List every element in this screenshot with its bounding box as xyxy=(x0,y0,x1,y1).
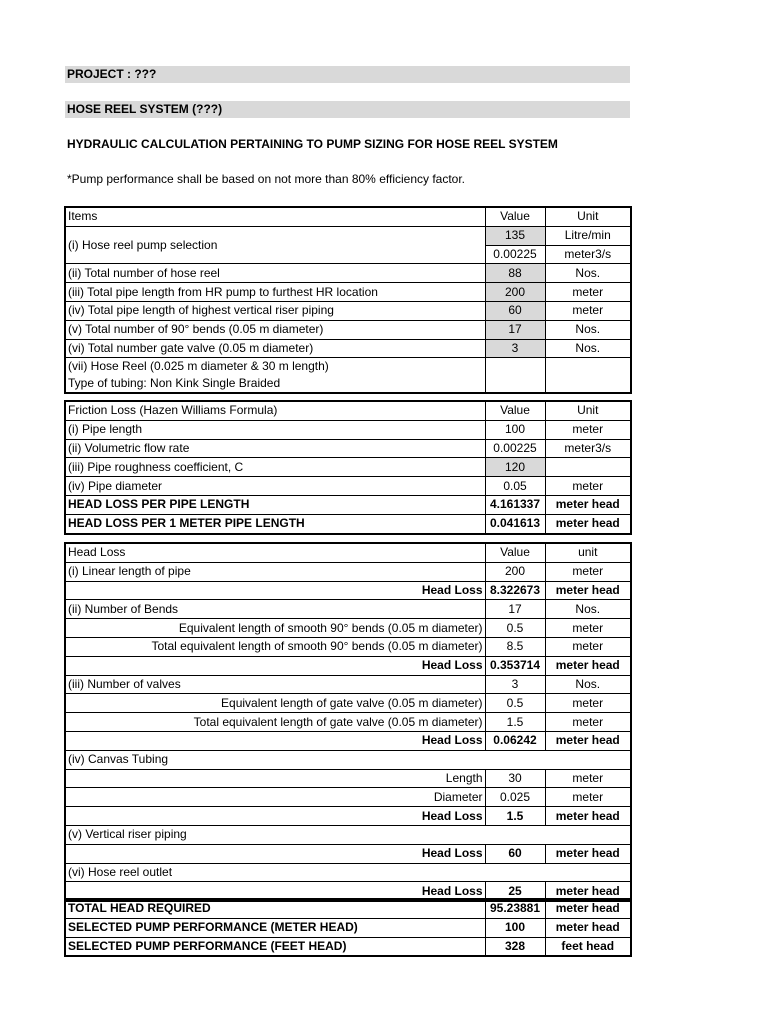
pipe-length-unit: meter xyxy=(545,283,631,302)
canvas-head-loss-value: 1.5 xyxy=(485,807,545,826)
unit-header: Unit xyxy=(545,207,631,226)
pipe-diameter-label: (iv) Pipe diameter xyxy=(65,477,485,496)
table-row xyxy=(65,283,631,302)
table-row xyxy=(65,899,631,918)
table-row xyxy=(65,656,631,675)
canvas-length-unit: meter xyxy=(545,769,631,788)
head-loss-pipe-length-label: HEAD LOSS PER PIPE LENGTH xyxy=(65,495,485,514)
flow-rate-unit: meter3/s xyxy=(545,439,631,458)
total-head-label: TOTAL HEAD REQUIRED xyxy=(65,899,485,918)
flow-rate-value: 0.00225 xyxy=(485,439,545,458)
roughness-value: 120 xyxy=(485,458,545,477)
riser-head-loss-value: 60 xyxy=(485,844,545,863)
items-header: Items xyxy=(65,207,485,226)
gate-valve-count-value: 3 xyxy=(485,339,545,358)
table-row xyxy=(65,863,631,882)
table-row xyxy=(65,675,631,694)
table-row xyxy=(65,543,631,562)
outlet-head-loss-unit: meter head xyxy=(545,882,631,901)
table-row xyxy=(65,788,631,807)
pump-meter-head-label: SELECTED PUMP PERFORMANCE (METER HEAD) xyxy=(65,918,485,937)
hose-reel-spec-label xyxy=(65,358,485,394)
table-row xyxy=(65,581,631,600)
canvas-diameter-unit: meter xyxy=(545,788,631,807)
pipe-length-value: 100 xyxy=(485,420,545,439)
linear-head-loss-label: Head Loss xyxy=(65,581,485,600)
items-table xyxy=(64,206,632,394)
bends-label: (ii) Number of Bends xyxy=(65,600,485,619)
table-row xyxy=(65,713,631,732)
riser-head-loss-label: Head Loss xyxy=(65,844,485,863)
valves-total-value: 1.5 xyxy=(485,713,545,732)
bends-count-label: (v) Total number of 90° bends (0.05 m diameter) xyxy=(65,320,485,339)
table-row xyxy=(65,694,631,713)
table-row xyxy=(65,401,631,420)
pipe-length-label: (iii) Total pipe length from HR pump to furthest HR location xyxy=(65,283,485,302)
table-row xyxy=(65,769,631,788)
table-row xyxy=(65,825,631,844)
valves-equivalent-unit: meter xyxy=(545,694,631,713)
value-header: Value xyxy=(485,207,545,226)
canvas-diameter-label: Diameter xyxy=(65,788,485,807)
calculation-title: HYDRAULIC CALCULATION PERTAINING TO PUMP SIZING FOR HOSE REEL SYSTEM xyxy=(67,137,558,151)
linear-length-unit: meter xyxy=(545,562,631,581)
valves-total-label: Total equivalent length of gate valve (0.05 m diameter) xyxy=(65,713,485,732)
riser-label: (v) Vertical riser piping xyxy=(65,825,631,844)
table-row xyxy=(65,619,631,638)
bends-equivalent-unit: meter xyxy=(545,619,631,638)
pipe-diameter-unit: meter xyxy=(545,477,631,496)
pump-meter-head-value: 100 xyxy=(485,918,545,937)
outlet-head-loss-value: 25 xyxy=(485,882,545,901)
pump-selection-label: (i) Hose reel pump selection xyxy=(65,226,485,264)
linear-length-label: (i) Linear length of pipe xyxy=(65,562,485,581)
head-loss-pipe-length-value: 4.161337 xyxy=(485,495,545,514)
head-loss-pipe-length-unit: meter head xyxy=(545,495,631,514)
valves-value: 3 xyxy=(485,675,545,694)
friction-loss-table xyxy=(64,400,632,535)
canvas-head-loss-label: Head Loss xyxy=(65,807,485,826)
table-row xyxy=(65,600,631,619)
flow-rate-label: (ii) Volumetric flow rate xyxy=(65,439,485,458)
roughness-label: (iii) Pipe roughness coefficient, C xyxy=(65,458,485,477)
hose-reel-spec-value xyxy=(485,358,545,394)
bends-total-value: 8.5 xyxy=(485,637,545,656)
hose-reel-count-unit: Nos. xyxy=(545,264,631,283)
flow-m3s-value: 0.00225 xyxy=(485,245,545,264)
pump-feet-head-value: 328 xyxy=(485,937,545,956)
gate-valve-count-label: (vi) Total number gate valve (0.05 m diameter) xyxy=(65,339,485,358)
table-row xyxy=(65,207,631,226)
bends-count-value: 17 xyxy=(485,320,545,339)
table-row xyxy=(65,514,631,533)
hose-reel-count-value: 88 xyxy=(485,264,545,283)
bends-total-unit: meter xyxy=(545,637,631,656)
pipe-length-value: 200 xyxy=(485,283,545,302)
table-row xyxy=(65,918,631,937)
bends-head-loss-value: 0.353714 xyxy=(485,656,545,675)
table-row xyxy=(65,264,631,283)
pump-meter-head-unit: meter head xyxy=(545,918,631,937)
table-row xyxy=(65,937,631,956)
bends-total-label: Total equivalent length of smooth 90° bends (0.05 m diameter) xyxy=(65,637,485,656)
hose-reel-spec-unit xyxy=(545,358,631,394)
canvas-length-label: Length xyxy=(65,769,485,788)
bends-value: 17 xyxy=(485,600,545,619)
bends-unit: Nos. xyxy=(545,600,631,619)
table-row xyxy=(65,562,631,581)
canvas-head-loss-unit: meter head xyxy=(545,807,631,826)
outlet-head-loss-label: Head Loss xyxy=(65,882,485,901)
table-row xyxy=(65,226,631,245)
flow-lpm-unit: Litre/min xyxy=(545,226,631,245)
summary-table xyxy=(64,898,632,957)
table-row xyxy=(65,420,631,439)
bends-equivalent-value: 0.5 xyxy=(485,619,545,638)
tubing-type-line: Type of tubing: Non Kink Single Braided xyxy=(68,376,281,391)
valves-total-unit: meter xyxy=(545,713,631,732)
efficiency-note: *Pump performance shall be based on not more than 80% efficiency factor. xyxy=(67,172,466,186)
table-row xyxy=(65,750,631,769)
table-row xyxy=(65,439,631,458)
table-row xyxy=(65,637,631,656)
table-row xyxy=(65,320,631,339)
hose-reel-count-label: (ii) Total number of hose reel xyxy=(65,264,485,283)
total-head-value: 95.23881 xyxy=(485,899,545,918)
linear-length-value: 200 xyxy=(485,562,545,581)
table-row xyxy=(65,495,631,514)
valves-label: (iii) Number of valves xyxy=(65,675,485,694)
flow-m3s-unit: meter3/s xyxy=(545,245,631,264)
canvas-diameter-value: 0.025 xyxy=(485,788,545,807)
bends-head-loss-label: Head Loss xyxy=(65,656,485,675)
pipe-length-unit: meter xyxy=(545,420,631,439)
friction-header: Friction Loss (Hazen Williams Formula) xyxy=(65,401,485,420)
valves-head-loss-label: Head Loss xyxy=(65,731,485,750)
system-title: HOSE REEL SYSTEM (???) xyxy=(65,101,630,118)
valves-unit: Nos. xyxy=(545,675,631,694)
pipe-diameter-value: 0.05 xyxy=(485,477,545,496)
pipe-length-label: (i) Pipe length xyxy=(65,420,485,439)
canvas-length-value: 30 xyxy=(485,769,545,788)
table-row xyxy=(65,301,631,320)
table-row xyxy=(65,358,631,394)
gate-valve-count-unit: Nos. xyxy=(545,339,631,358)
value-header: Value xyxy=(485,401,545,420)
riser-length-label: (iv) Total pipe length of highest vertical riser piping xyxy=(65,301,485,320)
bends-count-unit: Nos. xyxy=(545,320,631,339)
unit-header: Unit xyxy=(545,401,631,420)
table-row xyxy=(65,339,631,358)
riser-length-value: 60 xyxy=(485,301,545,320)
pump-feet-head-label: SELECTED PUMP PERFORMANCE (FEET HEAD) xyxy=(65,937,485,956)
pump-feet-head-unit: feet head xyxy=(545,937,631,956)
head-loss-table xyxy=(64,542,632,902)
valves-equivalent-value: 0.5 xyxy=(485,694,545,713)
table-row xyxy=(65,807,631,826)
canvas-tubing-label: (iv) Canvas Tubing xyxy=(65,750,631,769)
table-row xyxy=(65,477,631,496)
riser-length-unit: meter xyxy=(545,301,631,320)
riser-head-loss-unit: meter head xyxy=(545,844,631,863)
bends-head-loss-unit: meter head xyxy=(545,656,631,675)
roughness-unit xyxy=(545,458,631,477)
head-loss-per-meter-value: 0.041613 xyxy=(485,514,545,533)
unit-header: unit xyxy=(545,543,631,562)
table-row xyxy=(65,731,631,750)
hose-reel-spec-line: (vii) Hose Reel (0.025 m diameter & 30 m length) xyxy=(68,359,329,374)
table-row xyxy=(65,844,631,863)
linear-head-loss-unit: meter head xyxy=(545,581,631,600)
valves-head-loss-unit: meter head xyxy=(545,731,631,750)
head-loss-header: Head Loss xyxy=(65,543,485,562)
head-loss-per-meter-unit: meter head xyxy=(545,514,631,533)
outlet-label: (vi) Hose reel outlet xyxy=(65,863,631,882)
flow-lpm-value: 135 xyxy=(485,226,545,245)
valves-head-loss-value: 0.06242 xyxy=(485,731,545,750)
bends-equivalent-label: Equivalent length of smooth 90° bends (0.05 m diameter) xyxy=(65,619,485,638)
valves-equivalent-label: Equivalent length of gate valve (0.05 m diameter) xyxy=(65,694,485,713)
linear-head-loss-value: 8.322673 xyxy=(485,581,545,600)
head-loss-per-meter-label: HEAD LOSS PER 1 METER PIPE LENGTH xyxy=(65,514,485,533)
value-header: Value xyxy=(485,543,545,562)
total-head-unit: meter head xyxy=(545,899,631,918)
project-title: PROJECT : ??? xyxy=(65,66,630,83)
table-row xyxy=(65,458,631,477)
